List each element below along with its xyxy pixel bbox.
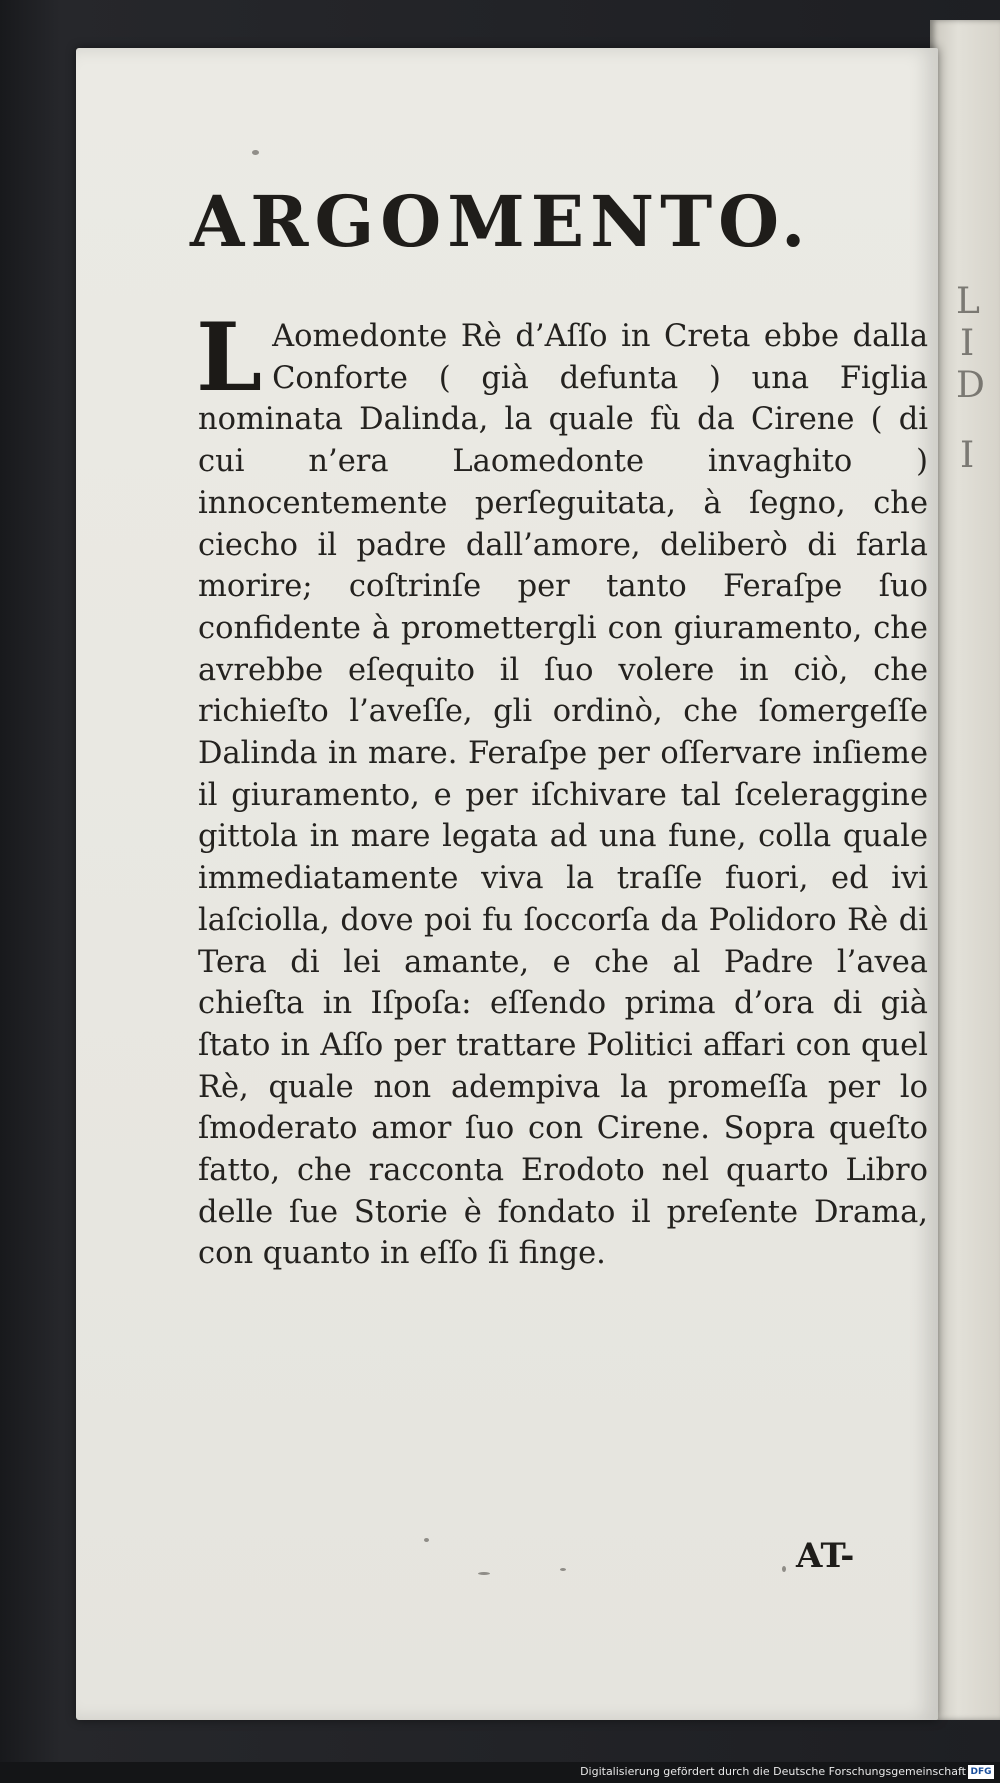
paper-speck xyxy=(424,1538,429,1542)
paper-speck xyxy=(478,1572,490,1575)
facing-page-edge xyxy=(930,20,1000,1720)
argument-paragraph xyxy=(196,303,928,1275)
drop-cap: L xyxy=(196,303,263,413)
facing-page-letter: D xyxy=(956,365,985,406)
page-title: ARGOMENTO. xyxy=(190,180,812,263)
paper-speck xyxy=(560,1568,566,1571)
paper-speck xyxy=(782,1566,786,1572)
dfg-logo: DFG xyxy=(968,1765,994,1779)
facing-page-letter: L xyxy=(956,281,980,322)
paper-speck xyxy=(252,150,259,155)
catchword: AT- xyxy=(796,1536,855,1576)
facing-page-letter: I xyxy=(960,435,975,476)
argument-text: Aomedonte Rè d’Aſſo in Creta ebbe dalla Conforte ( già defunta ) una Figlia nominata Dalinda, la quale fù da Cirene ( di cui n’era Laomedonte invaghito ) innocentemente perſeguitata, à ſegno, che ciecho il padre dall’amore, deliberò di farla morire; coſtrinſe per tanto Feraſpe ſuo confidente à promettergli con giuramento, che avrebbe eſequito il ſuo volere in ciò, che richieſto l’aveſſe, gli ordinò, che ſomergeſſe Dalinda in mare. Feraſpe per oſſervare inſieme il giuramento, e per iſchivare tal ſceleraggine gittola in mare legata ad una fune, colla quale immediatamente viva la traſſe fuori, ed ivi laſciolla, dove poi fu ſoccorſa da Polidoro Rè di Tera di lei amante, e che al Padre l’avea chieſta in Iſpoſa: eſſendo prima d’ora di già ſtato in Aſſo per trattare Politici affari con quel Rè, quale non adempiva la promeſſa per lo ſmoderato amor ſuo con Cirene. Sopra queſto fatto, che racconta Erodoto nel quarto Libro delle ſue Storie è fondato il preſente Drama, con quanto in eſſo ſi finge. xyxy=(198,319,928,1272)
digitization-credit: Digitalisierung gefördert durch die Deutsche Forschungsgemeinschaft xyxy=(580,1765,966,1778)
facing-page-letter: I xyxy=(960,323,975,364)
